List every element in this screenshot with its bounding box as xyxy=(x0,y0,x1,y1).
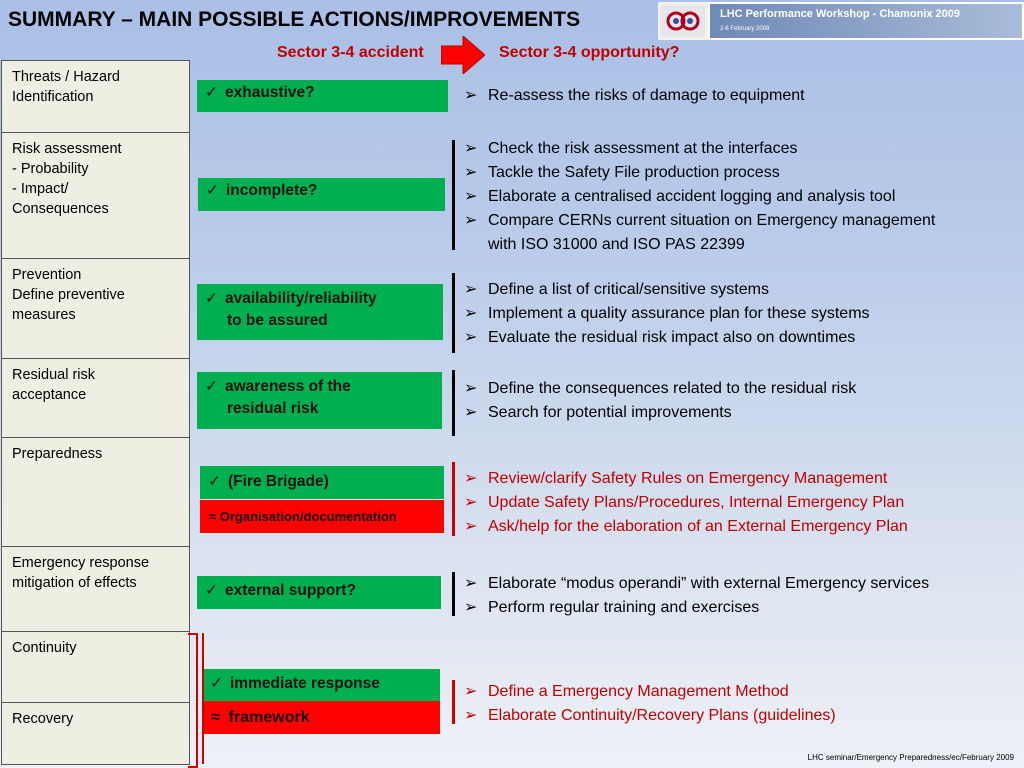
approx-icon: ≈ xyxy=(209,509,217,524)
arrow-bullet-icon: ➢ xyxy=(464,518,478,535)
arrow-bullet-icon: ➢ xyxy=(464,707,478,724)
phase-line: Residual risk xyxy=(12,367,95,383)
arrow-bullet-icon: ➢ xyxy=(464,494,478,511)
phase-line: Consequences xyxy=(12,201,109,217)
check-icon: ✓ xyxy=(206,182,219,199)
status-text: residual risk xyxy=(227,400,319,417)
sector-accident-label: Sector 3-4 accident xyxy=(277,44,424,61)
check-icon: ✓ xyxy=(205,84,218,101)
actions-group-7 xyxy=(462,680,836,728)
action-item xyxy=(462,704,836,728)
group-bar-red xyxy=(452,462,455,536)
footer-text: LHC seminar/Emergency Preparedness/ec/February 2009 xyxy=(807,753,1014,762)
action-text: Define the consequences related to the residual risk xyxy=(488,380,857,397)
action-text: Define a Emergency Management Method xyxy=(488,683,789,700)
action-text: Define a list of critical/sensitive systems xyxy=(488,281,769,298)
action-item xyxy=(462,401,856,425)
phase-residual-risk xyxy=(1,358,190,438)
phase-emergency-response xyxy=(1,546,190,632)
action-item xyxy=(462,377,856,401)
actions-group-4 xyxy=(462,377,856,425)
bracket-stem xyxy=(202,633,204,764)
action-text: with ISO 31000 and ISO PAS 22399 xyxy=(488,236,745,253)
action-item xyxy=(462,680,836,704)
action-text: Check the risk assessment at the interfaces xyxy=(488,140,798,157)
phase-table xyxy=(1,60,191,766)
phase-recovery xyxy=(1,702,190,765)
actions-group-1 xyxy=(462,84,805,108)
arrow-bullet-icon: ➢ xyxy=(464,404,478,421)
phase-line: - Impact/ xyxy=(12,181,69,197)
arrow-bullet-icon: ➢ xyxy=(464,683,478,700)
action-item xyxy=(462,326,870,350)
arrow-bullet-icon: ➢ xyxy=(464,305,478,322)
sector-opportunity-label: Sector 3-4 opportunity? xyxy=(499,44,680,61)
group-bar xyxy=(452,140,455,250)
action-text: Review/clarify Safety Rules on Emergency Management xyxy=(488,470,888,487)
phase-line: measures xyxy=(12,307,76,323)
action-text: Ask/help for the elaboration of an External Emergency Plan xyxy=(488,518,908,535)
action-text: Update Safety Plans/Procedures, Internal Emergency Plan xyxy=(488,494,905,511)
group-bar xyxy=(452,572,455,616)
status-text: to be assured xyxy=(227,312,328,329)
arrow-bullet-icon: ➢ xyxy=(464,380,478,397)
action-text: Tackle the Safety File production process xyxy=(488,164,780,181)
status-text: framework xyxy=(228,709,310,726)
phase-risk-assessment xyxy=(1,132,190,259)
arrow-bullet-icon: ➢ xyxy=(464,164,478,181)
action-text: Evaluate the residual risk impact also on downtimes xyxy=(488,329,856,346)
phase-threats xyxy=(1,60,190,133)
status-organisation xyxy=(200,500,444,533)
status-fire-brigade xyxy=(200,466,444,499)
action-item xyxy=(462,491,908,515)
arrow-bullet-icon: ➢ xyxy=(464,140,478,157)
action-item-continuation xyxy=(462,233,935,257)
arrow-bullet-icon: ➢ xyxy=(464,329,478,346)
actions-group-3 xyxy=(462,278,870,350)
action-text: Elaborate Continuity/Recovery Plans (guidelines) xyxy=(488,707,836,724)
actions-group-2 xyxy=(462,137,935,257)
arrow-bullet-icon: ➢ xyxy=(464,212,478,229)
status-text: immediate response xyxy=(230,675,380,692)
action-text: Search for potential improvements xyxy=(488,404,732,421)
slide-title: SUMMARY – MAIN POSSIBLE ACTIONS/IMPROVEMENTS xyxy=(8,8,581,31)
lhc-emblem-icon xyxy=(658,2,708,40)
check-icon: ✓ xyxy=(205,290,218,307)
arrow-bullet-icon: ➢ xyxy=(464,599,478,616)
continuity-recovery-bracket xyxy=(188,633,198,768)
group-bar xyxy=(452,273,455,353)
phase-line: Recovery xyxy=(12,711,74,727)
status-text: Organisation/documentation xyxy=(219,509,397,524)
action-item xyxy=(462,467,908,491)
logo-banner xyxy=(710,4,1022,38)
check-icon: ✓ xyxy=(205,582,218,599)
phase-line: Identification xyxy=(12,89,94,105)
status-availability xyxy=(197,284,443,340)
arrow-bullet-icon: ➢ xyxy=(464,281,478,298)
phase-line: Threats / Hazard xyxy=(12,69,120,85)
phase-prevention xyxy=(1,258,190,359)
logo-title: LHC Performance Workshop - Chamonix 2009 xyxy=(720,8,961,20)
action-item xyxy=(462,278,870,302)
group-bar xyxy=(452,370,455,436)
status-text: exhaustive? xyxy=(225,84,315,101)
status-text: (Fire Brigade) xyxy=(228,473,329,490)
arrow-bullet-icon: ➢ xyxy=(464,188,478,205)
workshop-logo xyxy=(658,2,1024,40)
status-text: external support? xyxy=(225,582,356,599)
arrow-bullet-icon: ➢ xyxy=(464,575,478,592)
logo-date: 2-6 February 2009 xyxy=(720,26,770,32)
actions-group-5 xyxy=(462,467,908,539)
status-framework xyxy=(202,701,440,734)
phase-continuity xyxy=(1,631,190,703)
action-item xyxy=(462,137,935,161)
action-text: Compare CERNs current situation on Emergency management xyxy=(488,212,936,229)
status-awareness xyxy=(197,372,442,429)
action-text: Elaborate “modus operandi” with external Emergency services xyxy=(488,575,930,592)
action-item xyxy=(462,209,935,233)
phase-line: Emergency response xyxy=(12,555,150,571)
phase-line: - Probability xyxy=(12,161,89,177)
check-icon: ✓ xyxy=(210,675,223,692)
actions-group-6 xyxy=(462,572,929,620)
action-text: Elaborate a centralised accident logging and analysis tool xyxy=(488,188,896,205)
action-text: Implement a quality assurance plan for these systems xyxy=(488,305,870,322)
group-bar-red xyxy=(452,680,455,724)
phase-line: Continuity xyxy=(12,640,77,656)
phase-line: acceptance xyxy=(12,387,87,403)
status-exhaustive xyxy=(197,80,448,112)
phase-line: Preparedness xyxy=(12,446,103,462)
status-immediate-response xyxy=(202,669,440,701)
action-item xyxy=(462,572,929,596)
action-item xyxy=(462,185,935,209)
action-item xyxy=(462,302,870,326)
phase-line: mitigation of effects xyxy=(12,575,137,591)
status-text: awareness of the xyxy=(225,378,351,395)
check-icon: ✓ xyxy=(208,473,221,490)
status-text: availability/reliability xyxy=(225,290,377,307)
arrow-bullet-icon: ➢ xyxy=(464,87,478,104)
status-text: incomplete? xyxy=(226,182,318,199)
action-item xyxy=(462,515,908,539)
arrow-bullet-icon: ➢ xyxy=(464,470,478,487)
status-incomplete xyxy=(198,178,445,211)
phase-line: Prevention xyxy=(12,267,82,283)
phase-preparedness xyxy=(1,437,190,547)
phase-line: Define preventive xyxy=(12,287,125,303)
phase-line: Risk assessment xyxy=(12,141,122,157)
action-item xyxy=(462,596,929,620)
action-item xyxy=(462,84,805,108)
action-text: Perform regular training and exercises xyxy=(488,599,760,616)
action-text: Re-assess the risks of damage to equipment xyxy=(488,87,805,104)
check-icon: ✓ xyxy=(205,378,218,395)
approx-icon: ≈ xyxy=(211,709,220,726)
status-external-support xyxy=(197,576,441,609)
right-arrow-icon xyxy=(441,36,485,79)
action-item xyxy=(462,161,935,185)
